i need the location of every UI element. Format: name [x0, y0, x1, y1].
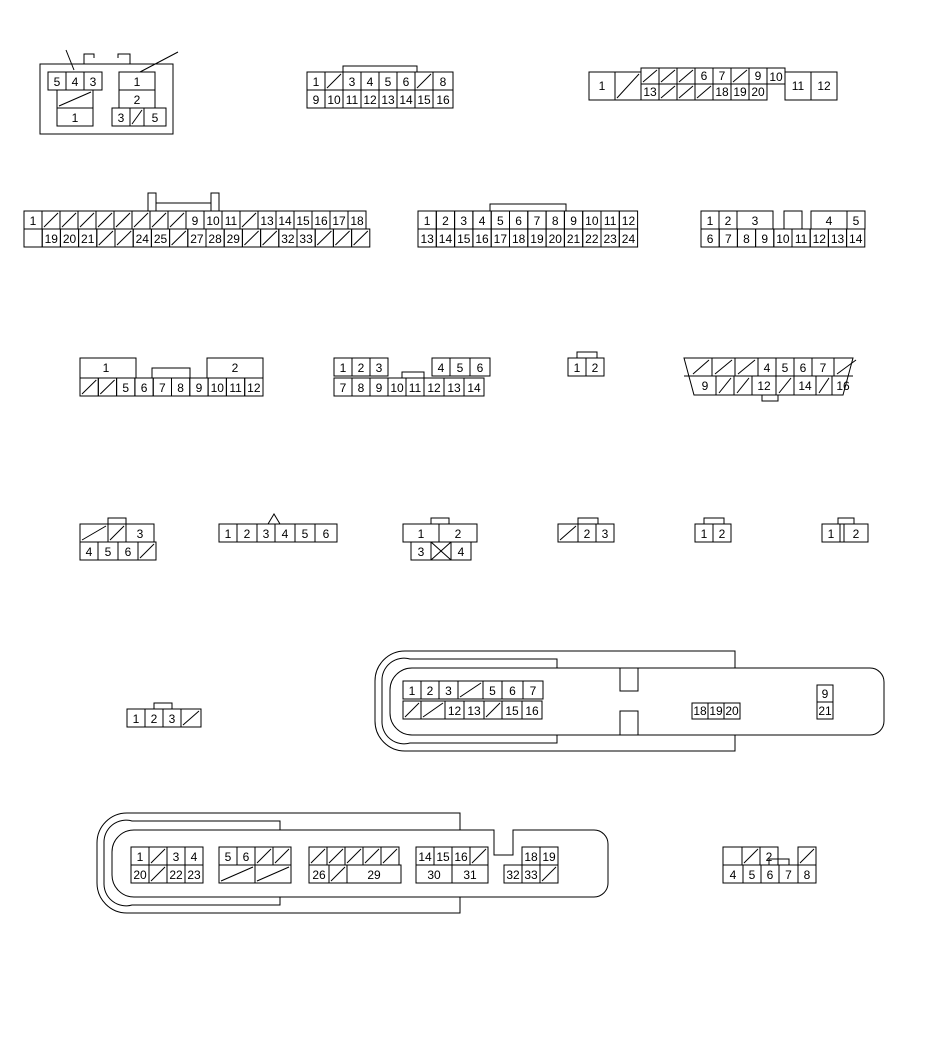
- pin-label: 11: [408, 381, 422, 395]
- blank-pin-slash: [365, 849, 379, 863]
- pin-label: 3: [168, 712, 176, 726]
- pin-label: 4: [478, 214, 486, 228]
- pin-label: 4: [825, 214, 833, 228]
- blank-pin-slash: [317, 231, 331, 245]
- connector-c20: [723, 847, 816, 883]
- pin-label: 16: [454, 850, 468, 864]
- blank-pin-slash: [98, 213, 112, 227]
- pin-label: 1: [417, 527, 425, 541]
- pin-label: 14: [849, 232, 863, 246]
- blank-pin-slash: [423, 703, 443, 717]
- blank-pin-slash: [100, 380, 114, 394]
- connector-c19: [97, 813, 608, 913]
- connector-c07: [80, 358, 263, 396]
- pin-label: 19: [542, 850, 556, 864]
- pin-label: 10: [327, 93, 341, 107]
- pin-label: 33: [299, 232, 313, 246]
- pin-label: 3: [375, 361, 383, 375]
- pin-label: 3: [89, 75, 97, 89]
- pin-label: 1: [132, 712, 140, 726]
- pin-label: 11: [603, 214, 617, 228]
- pin-label: 1: [827, 527, 835, 541]
- pin-label: 32: [506, 868, 520, 882]
- pin-label: 9: [761, 232, 769, 246]
- pin-label: 21: [81, 232, 95, 246]
- pin-label: 2: [724, 214, 732, 228]
- pin-label: 16: [475, 232, 489, 246]
- blank-pin-slash: [486, 703, 500, 717]
- pin-label: 2: [454, 527, 462, 541]
- pin-label: 1: [700, 527, 708, 541]
- pin-label: 8: [177, 381, 184, 395]
- pin-label: 6: [140, 381, 148, 395]
- pin-label: 14: [438, 232, 453, 246]
- pin-label: 9: [195, 381, 203, 395]
- pin-label: 12: [447, 704, 462, 718]
- pointer-arrow: [66, 50, 74, 70]
- blank-pin-slash: [679, 86, 693, 98]
- pin-label: 5: [852, 214, 860, 228]
- blank-pin-slash: [132, 110, 142, 124]
- pin-label: 26: [312, 868, 326, 882]
- pin-label: 18: [511, 232, 526, 246]
- blank-pin-slash: [80, 213, 94, 227]
- pin-label: 2: [231, 361, 239, 375]
- pin-label: 6: [124, 545, 132, 559]
- pin-label: 2: [133, 93, 141, 107]
- pin-label: 10: [210, 381, 224, 395]
- pin-label: 16: [314, 214, 328, 228]
- pin-label: 8: [357, 381, 365, 395]
- connector-c06: [701, 211, 865, 247]
- pin-label: 18: [693, 704, 707, 718]
- connector-c12: [219, 514, 337, 542]
- pin-label: 14: [399, 93, 413, 107]
- connector-c17: [127, 703, 201, 727]
- pin-label: 1: [136, 850, 144, 864]
- pin-label: 3: [460, 214, 468, 228]
- pin-label: 11: [229, 381, 242, 395]
- blank-pin-slash: [151, 867, 165, 881]
- blank-pin-slash: [733, 70, 747, 82]
- pin-label: 23: [603, 232, 617, 246]
- pin-label: 1: [71, 111, 79, 125]
- pin-label: 9: [570, 214, 577, 228]
- blank-pin-slash: [140, 544, 154, 558]
- pin-label: 7: [159, 381, 166, 395]
- blank-pin-slash: [99, 231, 113, 245]
- connector-c09: [568, 352, 604, 376]
- pin-label: 4: [281, 527, 289, 541]
- pin-label: 7: [724, 232, 732, 246]
- pin-label: 3: [445, 684, 452, 698]
- blank-pin-slash: [331, 867, 345, 881]
- pin-label: 5: [53, 75, 61, 89]
- blank-pin-slash: [172, 231, 186, 245]
- pin-label: 4: [437, 361, 445, 375]
- pin-label: 13: [830, 232, 845, 246]
- pin-label: 3: [417, 545, 425, 559]
- pin-label: 20: [133, 868, 147, 882]
- blank-pin-slash: [335, 231, 349, 245]
- pin-label: 3: [172, 850, 180, 864]
- pin-label: 14: [798, 379, 812, 393]
- pin-label: 4: [457, 545, 465, 559]
- pin-label: 3: [751, 214, 759, 228]
- pin-label: 30: [427, 868, 441, 882]
- pin-label: 6: [322, 527, 330, 541]
- pin-label: 24: [621, 232, 636, 246]
- blank-pin-slash: [221, 867, 253, 881]
- pin-label: 15: [505, 704, 519, 718]
- pin-label: 4: [71, 75, 79, 89]
- blank-pin-slash: [329, 849, 343, 863]
- pin-label: 1: [598, 79, 606, 93]
- blank-pin-slash: [242, 213, 256, 227]
- pin-label: 1: [423, 214, 431, 228]
- pin-label: 2: [852, 527, 860, 541]
- connector-c04: [24, 193, 370, 247]
- pin-label: 29: [226, 232, 240, 246]
- pin-label: 16: [525, 704, 539, 718]
- pin-label: 13: [447, 381, 461, 395]
- pin-label: 6: [476, 361, 484, 375]
- pin-label: 4: [763, 361, 771, 375]
- connector-c02: [307, 66, 453, 108]
- connector-c11: [80, 518, 156, 560]
- pin-label: 13: [643, 85, 657, 99]
- blank-pin-slash: [152, 213, 166, 227]
- pin-label: 23: [187, 868, 201, 882]
- pin-label: 4: [366, 75, 374, 89]
- pin-label: 19: [709, 704, 723, 718]
- pin-label: 6: [700, 69, 708, 83]
- blank-pin-slash: [244, 231, 258, 245]
- blank-pin-slash: [116, 213, 130, 227]
- pin-label: 4: [729, 868, 737, 882]
- blank-pin-slash: [110, 526, 124, 540]
- pointer-arrow: [140, 52, 178, 72]
- pin-label: 22: [585, 232, 599, 246]
- pin-label: 6: [402, 75, 410, 89]
- pin-label: 27: [190, 232, 204, 246]
- pin-label: 1: [29, 214, 37, 228]
- pin-label: 16: [836, 379, 850, 393]
- pin-label: 25: [153, 232, 168, 246]
- pin-label: 12: [247, 381, 261, 395]
- pin-label: 2: [357, 361, 365, 375]
- pin-label: 6: [706, 232, 714, 246]
- pin-label: 11: [224, 214, 238, 228]
- pin-label: 5: [456, 361, 464, 375]
- connector-c10: [684, 358, 856, 401]
- pin-label: 15: [457, 232, 471, 246]
- pin-label: 5: [224, 850, 232, 864]
- pin-label: 5: [489, 684, 496, 698]
- pin-label: 15: [417, 93, 431, 107]
- pin-label: 28: [208, 232, 222, 246]
- pin-label: 13: [381, 93, 395, 107]
- pin-label: 6: [766, 868, 774, 882]
- blank-pin-slash: [679, 70, 693, 82]
- pin-label: 1: [339, 361, 347, 375]
- pin-label: 3: [262, 527, 270, 541]
- pin-label: 22: [169, 868, 183, 882]
- connector-c03: [589, 68, 837, 100]
- pin-label: 3: [136, 527, 144, 541]
- pin-label: 9: [312, 93, 320, 107]
- pin-label: 3: [348, 75, 356, 89]
- pin-label: 5: [122, 381, 130, 395]
- blank-pin-slash: [311, 849, 325, 863]
- blank-pin-slash: [62, 213, 76, 227]
- pin-label: 32: [281, 232, 295, 246]
- pin-label: 2: [442, 214, 449, 228]
- pin-label: 18: [350, 214, 364, 228]
- blank-pin-slash: [542, 867, 556, 881]
- pin-label: 9: [701, 379, 709, 393]
- pin-label: 4: [85, 545, 93, 559]
- blank-pin-slash: [275, 849, 289, 863]
- pin-label: 2: [243, 527, 251, 541]
- pin-cell: [24, 229, 42, 247]
- blank-pin-slash: [661, 70, 675, 82]
- blank-pin-slash: [151, 849, 165, 863]
- pin-label: 33: [524, 868, 538, 882]
- pin-label: 5: [104, 545, 112, 559]
- pin-label: 21: [566, 232, 581, 246]
- pin-label: 9: [821, 687, 829, 701]
- pin-label: 11: [345, 93, 359, 107]
- blank-pin-slash: [82, 380, 96, 394]
- pin-label: 5: [781, 361, 789, 375]
- blank-pin-slash: [472, 849, 486, 863]
- pin-label: 2: [583, 527, 591, 541]
- blank-pin-slash: [347, 849, 361, 863]
- blank-pin-slash: [697, 86, 711, 98]
- pin-label: 31: [463, 868, 477, 882]
- blank-pin-slash: [327, 74, 341, 88]
- pin-label: 1: [312, 75, 320, 89]
- pin-label: 7: [529, 684, 537, 698]
- pin-label: 6: [799, 361, 807, 375]
- blank-pin-slash: [117, 231, 131, 245]
- pin-label: 12: [363, 93, 377, 107]
- pin-label: 17: [332, 214, 346, 228]
- pin-label: 11: [791, 79, 805, 93]
- pin-label: 7: [533, 214, 541, 228]
- blank-pin-slash: [263, 231, 277, 245]
- pin-label: 1: [102, 361, 110, 375]
- pin-label: 6: [242, 850, 250, 864]
- blank-pin-slash: [405, 703, 419, 717]
- pin-label: 12: [812, 232, 826, 246]
- connector-c08: [334, 358, 490, 396]
- pin-label: 11: [794, 232, 808, 246]
- blank-pin-slash: [257, 849, 271, 863]
- blank-pin-slash: [744, 849, 758, 863]
- connector-c13: [403, 518, 477, 560]
- pin-label: 10: [585, 214, 599, 228]
- pin-label: 17: [493, 232, 508, 246]
- blank-pin-slash: [170, 213, 184, 227]
- connector-c15: [695, 518, 731, 542]
- pin-label: 7: [819, 361, 827, 375]
- pin-label: 9: [375, 381, 383, 395]
- blank-pin-slash: [417, 74, 431, 88]
- pin-label: 3: [117, 111, 125, 125]
- blank-pin-slash: [183, 711, 199, 725]
- pin-label: 6: [509, 684, 516, 698]
- pin-label: 13: [420, 232, 434, 246]
- pin-label: 14: [418, 850, 432, 864]
- pin-label: 10: [776, 232, 790, 246]
- pin-label: 29: [367, 868, 381, 882]
- connector-c14: [558, 518, 614, 542]
- blank-pin-slash: [354, 231, 368, 245]
- pin-label: 1: [133, 75, 141, 89]
- pin-label: 7: [718, 69, 726, 83]
- pin-label: 8: [551, 214, 559, 228]
- pin-label: 20: [62, 232, 77, 246]
- blank-pin-slash: [82, 526, 106, 540]
- pin-label: 1: [573, 361, 581, 375]
- blank-pin-slash: [134, 213, 148, 227]
- pin-label: 21: [818, 704, 832, 718]
- pin-label: 5: [301, 527, 309, 541]
- pin-label: 9: [754, 69, 762, 83]
- pin-label: 13: [260, 214, 274, 228]
- pin-label: 9: [191, 214, 199, 228]
- pin-label: 7: [339, 381, 347, 395]
- pin-label: 12: [427, 381, 441, 395]
- pin-label: 10: [769, 70, 783, 84]
- pin-label: 2: [765, 850, 773, 864]
- pin-label: 5: [384, 75, 392, 89]
- connector-c05: [418, 204, 638, 247]
- pin-cell: [840, 524, 844, 542]
- pin-label: 3: [601, 527, 609, 541]
- blank-pin-slash: [44, 213, 58, 227]
- pin-label: 15: [296, 214, 310, 228]
- pin-label: 18: [524, 850, 538, 864]
- blank-pin-slash: [560, 526, 576, 540]
- pin-label: 14: [467, 381, 481, 395]
- pin-label: 5: [151, 111, 159, 125]
- blank-pin-slash: [643, 70, 657, 82]
- blank-pin-slash: [800, 849, 814, 863]
- pin-label: 13: [467, 704, 481, 718]
- pin-label: 1: [224, 527, 232, 541]
- pin-label: 2: [591, 361, 599, 375]
- pin-label: 20: [548, 232, 562, 246]
- pin-label: 2: [426, 684, 434, 698]
- pin-label: 8: [439, 75, 447, 89]
- pin-label: 5: [497, 214, 504, 228]
- blank-pin-slash: [257, 867, 289, 881]
- pin-label: 1: [408, 684, 416, 698]
- pin-label: 16: [436, 93, 450, 107]
- blank-pin-slash: [661, 86, 675, 98]
- pin-label: 14: [278, 214, 292, 228]
- pin-label: 24: [135, 232, 149, 246]
- pin-label: 4: [190, 850, 198, 864]
- pin-label: 2: [718, 527, 726, 541]
- pin-label: 8: [803, 868, 811, 882]
- connector-c16: [822, 518, 868, 542]
- pin-label: 10: [206, 214, 220, 228]
- pin-label: 20: [751, 85, 765, 99]
- connector-c18: [375, 651, 884, 751]
- pin-label: 12: [621, 214, 636, 228]
- pin-label: 7: [785, 868, 792, 882]
- pin-label: 10: [390, 381, 404, 395]
- pin-label: 1: [706, 214, 714, 228]
- pin-label: 19: [44, 232, 58, 246]
- pin-label: 20: [725, 704, 739, 718]
- pin-label: 12: [757, 379, 771, 393]
- pin-label: 8: [743, 232, 750, 246]
- pin-label: 12: [817, 79, 831, 93]
- pin-label: 2: [150, 712, 158, 726]
- pin-label: 6: [515, 214, 522, 228]
- blank-pin-slash: [383, 849, 397, 863]
- pin-label: 18: [715, 85, 729, 99]
- pin-label: 19: [530, 232, 544, 246]
- connector-c01: [40, 50, 178, 134]
- pin-label: 15: [436, 850, 450, 864]
- blank-pin-slash: [460, 683, 481, 697]
- pin-label: 19: [733, 85, 747, 99]
- pin-label: 5: [748, 868, 756, 882]
